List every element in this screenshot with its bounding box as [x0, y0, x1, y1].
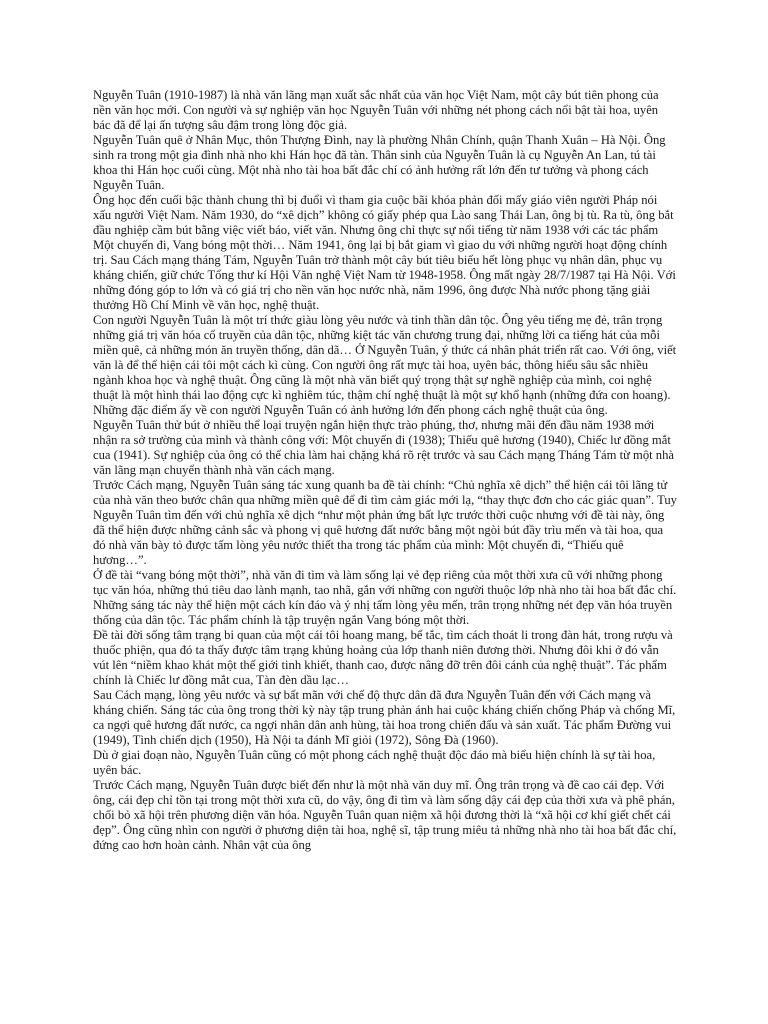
paragraph-biography: Ông học đến cuối bậc thành chung thì bị đuổi vì tham gia cuộc bãi khóa phản đối mấy giáo viên người Pháp nói xấu người Việt Nam. Năm 1930, do “xê dịch” không có giấy phép qua Lào sang Thái Lan, ông bị tù. Ra tù, ông bắt đầu nghiệp cầm bút bằng việc viết báo, viết văn. Nhưng ông chỉ thực sự nổi tiếng từ năm 1938 với các tác phẩm Một chuyến đi, Vang bóng một thời… Năm 1941, ông lại bị bắt giam vì giao du với những người hoạt động chính trị. Sau Cách mạng tháng Tám, Nguyễn Tuân trở thành một cây bút tiêu biểu hết lòng phục vụ nhân dân, phục vụ kháng chiến, giữ chức Tổng thư kí Hội Văn nghệ Việt Nam từ 1948-1958. Ông mất ngày 28/7/1987 tại Hà Nội. Với những đóng góp to lớn và có giá trị cho nền văn học nước nhà, năm 1996, ông được Nhà nước phong tặng giải thưởng Hồ Chí Minh về văn học, nghệ thuật.	[93, 193, 676, 312]
paragraph-hometown: Nguyễn Tuân quê ở Nhân Mục, thôn Thượng Đình, nay là phường Nhân Chính, quận Thanh Xuân – Hà Nội. Ông sinh ra trong một gia đình nhà nho khi Hán học đã tàn. Thân sinh của Nguyễn Tuân là cụ Nguyễn An Lan, tú tài khoa thi Hán học cuối cùng. Một nhà nho tài hoa bất đắc chí có ảnh hưởng rất lớn đến tư tưởng và phong cách Nguyễn Tuân.	[93, 133, 666, 192]
paragraph-pre-revolution-themes: Trước Cách mạng, Nguyễn Tuân sáng tác xung quanh ba đề tài chính: “Chủ nghĩa xê dịch” thể hiện cái tôi lãng tử của nhà văn theo bước chân qua những miền quê để đi tìm cảm giác mới lạ, “thay thực đơn cho các giác quan”. Tuy Nguyễn Tuân tìm đến với chủ nghĩa xê dịch “như một phản ứng bất lực trước thời cuộc nhưng với đề tài này, ông đã thể hiện được những cảnh sắc và phong vị quê hương đất nước bằng một ngòi bút đầy trìu mến và tài hoa, qua đó nhà văn bày tỏ được tấm lòng yêu nước thiết tha trong tác phẩm của mình: Một chuyến đi, “Thiếu quê hương…”.	[93, 478, 677, 567]
paragraph-personality: Con người Nguyễn Tuân là một trí thức giàu lòng yêu nước và tinh thần dân tộc. Ông yêu tiếng mẹ đẻ, trân trọng những giá trị văn hóa cổ truyền của dân tộc, những kiệt tác văn chương trung đại, những lời ca tiếng hát của mỗi miền quê, cả những món ăn truyền thống, dân dã… Ở Nguyễn Tuân, ý thức cá nhân phát triển rất cao. Với ông, viết văn là để thể hiện cái tôi một cách kì cùng. Con người ông rất mực tài hoa, uyên bác, thông hiểu sâu sắc nhiều ngành khoa học và nghệ thuật. Ông cũng là một nhà văn biết quý trọng thật sự nghề nghiệp của mình, coi nghệ thuật là một hình thái lao động cực kì nghiêm túc, thậm chí nghệ thuật là một sự khổ hạnh (những đứa con hoang). Những đặc điểm ấy về con người Nguyễn Tuân có ảnh hưởng lớn đến phong cách nghệ thuật của ông.	[93, 313, 677, 417]
paragraph-inner-life-theme: Đề tài đời sống tâm trạng bi quan của một cái tôi hoang mang, bế tắc, tìm cách thoát li trong đàn hát, trong rượu và thuốc phiện, qua đó ta thấy được tâm trạng khủng hoảng của lớp thanh niên đương thời. Nhưng đôi khi ở đó vẫn vút lên “niềm khao khát một thế giới tinh khiết, thanh cao, được nâng đỡ trên đôi cánh của nghệ thuật”. Tác phẩm chính là Chiếc lư đồng mắt cua, Tàn đèn dầu lạc…	[93, 628, 673, 687]
paragraph-post-revolution: Sau Cách mạng, lòng yêu nước và sự bất mãn với chế độ thực dân đã đưa Nguyễn Tuân đến với Cách mạng và kháng chiến. Sáng tác của ông trong thời kỳ này tập trung phản ánh hai cuộc kháng chiến chống Pháp và chống Mĩ, ca ngợi quê hương đất nước, ca ngợi nhân dân anh hùng, tài hoa trong chiến đấu và sản xuất. Tác phẩm Đường vui (1949), Tình chiến dịch (1950), Hà Nội ta đánh Mĩ giỏi (1972), Sông Đà (1960).	[93, 688, 676, 747]
paragraph-intro: Nguyễn Tuân (1910-1987) là nhà văn lãng mạn xuất sắc nhất của văn học Việt Nam, một cây bút tiên phong của nền văn học mới. Con người và sự nghiệp văn học Nguyễn Tuân với những nét phong cách nổi bật tài hoa, uyên bác đã để lại ấn tượng sâu đậm trong lòng độc giả.	[93, 88, 659, 132]
paragraph-vang-bong-mot-thoi: Ở đề tài “vang bóng một thời”, nhà văn đi tìm và làm sống lại vẻ đẹp riêng của một thời xưa cũ với những phong tục văn hóa, những thú tiêu dao lành mạnh, tao nhã, gắn với những con người thuộc lớp nhà nho tài hoa bất đắc chí. Những sáng tác này thể hiện một cách kín đáo và ý nhị tấm lòng yêu mến, trân trọng những nét đẹp văn hóa truyền thống của dân tộc. Tác phẩm chính là tập truyện ngắn Vang bóng một thời.	[93, 568, 677, 627]
document-body	[93, 88, 677, 853]
paragraph-career: Nguyễn Tuân thử bút ở nhiều thể loại truyện ngắn hiện thực trào phúng, thơ, nhưng mãi đến đầu năm 1938 mới nhận ra sở trường của mình và thành công với: Một chuyến đi (1938); Thiếu quê hương (1940), Chiếc lư đồng mắt cua (1941). Sự nghiệp của ông có thể chia làm hai chặng khá rõ rệt trước và sau Cách mạng Tháng Tám từ một nhà văn lãng mạn chuyển thành nhà văn cách mạng.	[93, 418, 674, 477]
paragraph-aestheticism: Trước Cách mạng, Nguyễn Tuân được biết đến như là một nhà văn duy mĩ. Ông trân trọng và đề cao cái đẹp. Với ông, cái đẹp chỉ tồn tại trong một thời xưa cũ, do vậy, ông đi tìm và làm sống dậy cái đẹp của thời xưa và phê phán, chối bỏ xã hội trên phương diện văn hóa. Nguyễn Tuân quan niệm xã hội đương thời là “xã hội cơ khí giết chết cái đẹp”. Ông cũng nhìn con người ở phương diện tài hoa, nghệ sĩ, tập trung miêu tả những nhà nho tài hoa bất đắc chí, đứng cao hơn hoàn cảnh. Nhân vật của ông	[93, 778, 677, 852]
paragraph-style-summary: Dù ở giai đoạn nào, Nguyễn Tuân cũng có một phong cách nghệ thuật độc đáo mà biểu hiện chính là sự tài hoa, uyên bác.	[93, 748, 656, 777]
